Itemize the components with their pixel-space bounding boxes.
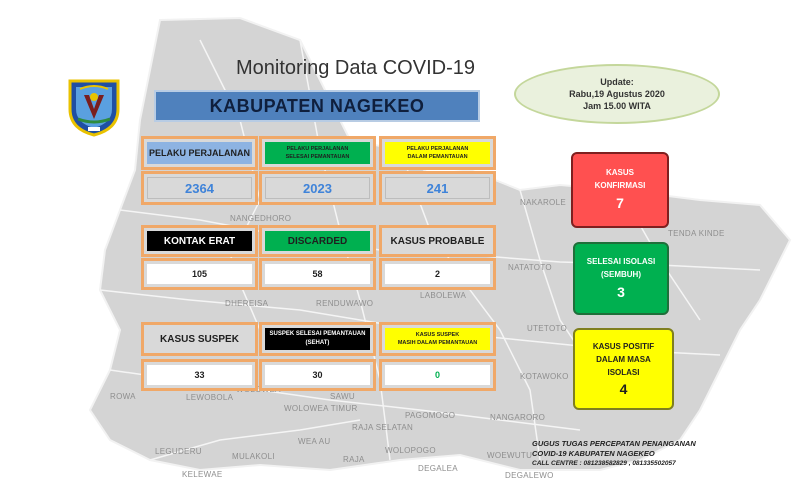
dalam-pemantauan-label-line2: DALAM PEMANTAUAN — [407, 154, 468, 160]
map-label-degalea: DEGALEA — [418, 464, 458, 473]
kasus-suspek-label: KASUS SUSPEK — [147, 328, 252, 350]
dalam-pemantauan-label-cell — [379, 136, 496, 170]
discarded-label: DISCARDED — [265, 231, 370, 251]
dalam-pemantauan-label — [385, 142, 490, 164]
selesai-isolasi-card — [573, 242, 669, 315]
map-label-pagomogo: PAGOMOGO — [405, 411, 456, 420]
map-label-tenda-kinde: TENDA KINDE — [668, 229, 725, 238]
selesai-isolasi-line1: SELESAI ISOLASI — [586, 256, 656, 266]
kontak-erat-value: 105 — [147, 264, 252, 284]
selesai-pemantauan-value-cell — [259, 171, 376, 205]
selesai-pemantauan-label-cell — [259, 136, 376, 170]
suspek-dalam-value: 0 — [385, 365, 490, 385]
update-date: Rabu,19 Agustus 2020 — [569, 89, 665, 99]
suspek-dalam-value-cell — [379, 359, 496, 391]
update-time: Jam 15.00 WITA — [583, 101, 651, 111]
map-label-woewutu: WOEWUTU — [487, 451, 533, 460]
map-label-renduwawo: RENDUWAWO — [316, 299, 374, 308]
suspek-selesai-value: 30 — [265, 365, 370, 385]
kabupaten-banner: KABUPATEN NAGEKEO — [154, 90, 480, 122]
map-label-dhereisa: DHEREISA — [225, 299, 269, 308]
kasus-suspek-label-cell — [141, 322, 258, 356]
page-title: Monitoring Data COVID-19 — [236, 57, 475, 79]
kasus-suspek-value-cell — [141, 359, 258, 391]
selesai-isolasi-value: 3 — [617, 283, 625, 300]
kasus-probable-value: 2 — [385, 264, 490, 284]
positif-isolasi-line3: ISOLASI — [607, 367, 640, 377]
map-label-lewobola: LEWOBOLA — [186, 393, 234, 402]
pelaku-perjalanan-label: PELAKU PERJALANAN — [147, 142, 252, 164]
positif-isolasi-line2: DALAM MASA — [596, 354, 651, 364]
kasus-konfirmasi-card — [571, 152, 669, 228]
suspek-selesai-label-cell — [259, 322, 376, 356]
suspek-dalam-label-line1: KASUS SUSPEK — [415, 332, 460, 338]
dalam-pemantauan-value-cell — [379, 171, 496, 205]
map-label-rowa: ROWA — [110, 392, 136, 401]
kabupaten-emblem-icon — [66, 75, 122, 137]
suspek-dalam-label-line2: MASIH DALAM PEMANTAUAN — [397, 340, 478, 346]
suspek-dalam-label — [385, 328, 490, 350]
dalam-pemantauan-value: 241 — [385, 177, 490, 199]
map-label-natatoto: NATATOTO — [508, 263, 552, 272]
map-label-raja-selatan: RAJA SELATAN — [352, 423, 414, 432]
selesai-pemantauan-label-line1: PELAKU PERJALANAN — [286, 146, 349, 152]
gugus-tugas-footer — [532, 439, 696, 469]
suspek-selesai-label — [265, 328, 370, 350]
kasus-konfirmasi-line1: KASUS — [605, 168, 634, 177]
pelaku-perjalanan-value-cell — [141, 171, 258, 205]
map-label-mulakoli: MULAKOLI — [232, 452, 275, 461]
suspek-selesai-label-line2: (SEHAT) — [305, 340, 330, 346]
selesai-pemantauan-value: 2023 — [265, 177, 370, 199]
map-label-nangaroro: NANGARORO — [490, 413, 546, 422]
kasus-probable-label-cell — [379, 225, 496, 257]
map-label-nakarole: NAKAROLE — [520, 198, 566, 207]
selesai-isolasi-line2: (SEMBUH) — [601, 269, 641, 279]
footer-line1: GUGUS TUGAS PERCEPATAN PENANGANAN — [532, 439, 696, 448]
update-label: Update: — [600, 77, 634, 87]
kasus-konfirmasi-line2: KONFIRMASI — [594, 181, 646, 190]
map-label-wolopogo: WOLOPOGO — [385, 446, 436, 455]
map-label-degalewo: DEGALEWO — [505, 471, 554, 480]
footer-call-centre: CALL CENTRE : 081238582829 , 081335502057 — [532, 460, 676, 467]
footer-line2: COVID-19 KABUPATEN NAGEKEO — [532, 449, 655, 458]
map-label-raja: RAJA — [343, 455, 365, 464]
kontak-erat-label-cell — [141, 225, 258, 257]
positif-isolasi-line1: KASUS POSITIF — [592, 341, 655, 351]
kontak-erat-label: KONTAK ERAT — [147, 231, 252, 251]
kasus-probable-value-cell — [379, 258, 496, 290]
update-badge — [514, 64, 720, 124]
map-label-utetoto: UTETOTO — [527, 324, 568, 333]
map-label-kotawoko: KOTAWOKO — [520, 372, 569, 381]
positif-isolasi-value: 4 — [619, 380, 628, 397]
suspek-selesai-value-cell — [259, 359, 376, 391]
kontak-erat-value-cell — [141, 258, 258, 290]
kasus-konfirmasi-value: 7 — [616, 195, 624, 211]
kasus-suspek-value: 33 — [147, 365, 252, 385]
discarded-label-cell — [259, 225, 376, 257]
selesai-pemantauan-label-line2: SELESAI PEMANTAUAN — [285, 154, 350, 160]
map-label-nangedhoro: NANGEDHORO — [230, 214, 292, 223]
map-label-wea-au: WEA AU — [298, 437, 331, 446]
pelaku-perjalanan-value: 2364 — [147, 177, 252, 199]
map-label-sawu: SAWU — [330, 392, 355, 401]
discarded-value: 58 — [265, 264, 370, 284]
map-label-leguderu: LEGUDERU — [155, 447, 202, 456]
selesai-pemantauan-label — [265, 142, 370, 164]
suspek-selesai-label-line1: SUSPEK SELESAI PEMANTAUAN — [269, 331, 366, 337]
pelaku-perjalanan-label-cell — [141, 136, 258, 170]
suspek-dalam-label-cell — [379, 322, 496, 356]
kasus-probable-label: KASUS PROBABLE — [385, 231, 490, 251]
map-label-kelewae: KELEWAE — [182, 470, 223, 479]
positif-isolasi-card — [573, 328, 674, 410]
map-label-labolewa: LABOLEWA — [420, 291, 467, 300]
map-label-wolowea-timur: WOLOWEA TIMUR — [284, 404, 358, 413]
discarded-value-cell — [259, 258, 376, 290]
dalam-pemantauan-label-line1: PELAKU PERJALANAN — [406, 146, 469, 152]
